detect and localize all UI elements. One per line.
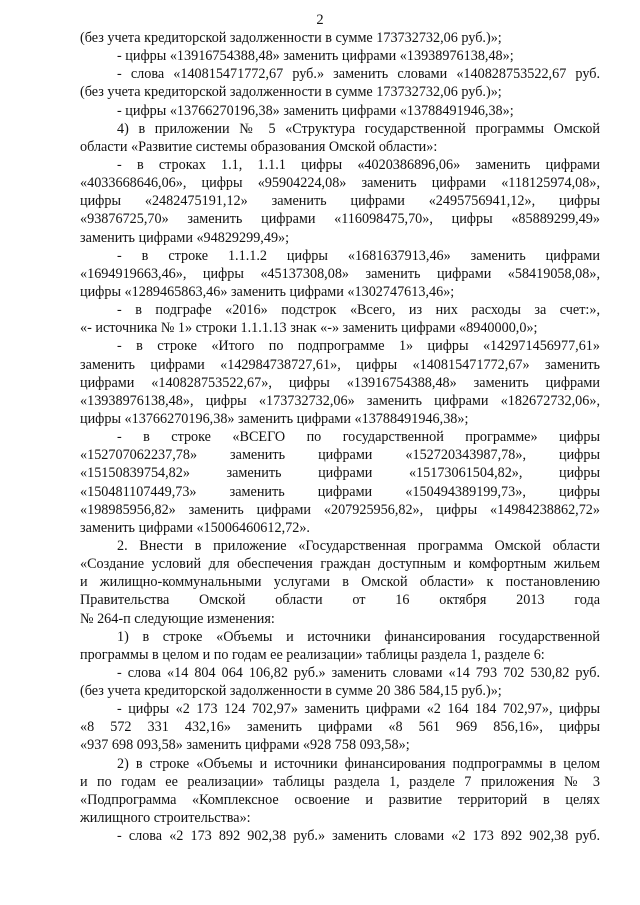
document-body (80, 29, 600, 845)
text-line: - слова «2 173 892 902,38 руб.» заменить словами «2 173 892 902,38 руб. (117, 828, 600, 845)
text-line: «15150839754,82» заменить цифрами «15173061504,82», цифры (80, 465, 600, 482)
text-line: области «Развитие системы образования Омской области»: (80, 138, 438, 155)
text-line: - в строке «ВСЕГО по государственной программе» цифры (117, 429, 600, 446)
text-line: - слова «14 804 064 106,82 руб.» заменить словами «14 793 702 530,82 руб. (117, 664, 600, 681)
text-line: «- источника № 1» строки 1.1.1.13 знак «-» заменить цифрами «8940000,0»; (80, 320, 538, 337)
text-line: - цифры «13766270196,38» заменить цифрами «13788491946,38»; (117, 102, 514, 119)
text-line: «8 572 331 432,16» заменить цифрами «8 561 969 856,16», цифры (80, 719, 600, 736)
text-line: «13938976138,48», цифры «173732732,06» заменить цифрами «182672732,06», (80, 392, 600, 409)
text-line: № 264-п следующие изменения: (80, 610, 275, 627)
text-line: (без учета кредиторской задолженности в сумме 20 386 584,15 руб.)»; (80, 683, 502, 700)
text-line: - цифры «2 173 124 702,97» заменить цифрами «2 164 184 702,97», цифры (117, 701, 600, 718)
text-line: Правительства Омской области от 16 октября 2013 года (80, 592, 600, 609)
text-line: «1694919663,46», цифры «45137308,08» заменить цифрами «58419058,08», (80, 265, 600, 282)
text-line: 2) в строке «Объемы и источники финансирования подпрограммы в целом (117, 755, 600, 772)
text-line: - в подграфе «2016» подстрок «Всего, из них расходы за счет:», (117, 302, 600, 319)
text-line: 4) в приложении № 5 «Структура государственной программы Омской (117, 120, 600, 137)
text-line: программы в целом и по годам ее реализации» таблицы раздела 1, разделе 6: (80, 646, 545, 663)
text-line: - в строке 1.1.1.2 цифры «1681637913,46» заменить цифрами (117, 247, 600, 264)
text-line: - в строке «Итого по подпрограмме 1» цифры «142971456977,61» (117, 338, 600, 355)
text-line: заменить цифрами «94829299,49»; (80, 229, 290, 246)
text-line: (без учета кредиторской задолженности в сумме 173732732,06 руб.)»; (80, 84, 502, 101)
text-line: «Создание условий для обеспечения граждан доступным и комфортным жильем (80, 556, 600, 573)
text-line: «152707062237,78» заменить цифрами «152720343987,78», цифры (80, 447, 600, 464)
text-line: «Подпрограмма «Комплексное освоение и развитие территорий в целях (80, 791, 600, 808)
text-line: цифры «13766270196,38» заменить цифрами «13788491946,38»; (80, 410, 469, 427)
text-line: заменить цифрами «15006460612,72». (80, 519, 310, 536)
text-line: 2. Внести в приложение «Государственная программа Омской области (117, 537, 600, 554)
text-line: заменить цифрами «142984738727,61», цифры «140815471772,67» заменить (80, 356, 600, 373)
text-line: «4033668646,06», цифры «95904224,08» заменить цифрами «118125974,08», (80, 175, 600, 192)
text-line: цифрами «140828753522,67», цифры «13916754388,48» заменить цифрами (80, 374, 600, 391)
text-line: «937 698 093,58» заменить цифрами «928 758 093,58»; (80, 737, 410, 754)
text-line: жилищного строительства»: (80, 810, 251, 827)
text-line: «93876725,70» заменить цифрами «116098475,70», цифры «85889299,49» (80, 211, 600, 228)
text-line: - слова «140815471772,67 руб.» заменить словами «140828753522,67 руб. (117, 66, 600, 83)
text-line: цифры «2482475191,12» заменить цифрами «2495756941,12», цифры (80, 193, 600, 210)
text-line: «150481107449,73» заменить цифрами «150494389199,73», цифры (80, 483, 600, 500)
text-line: цифры «1289465863,46» заменить цифрами «1302747613,46»; (80, 283, 455, 300)
text-line: 1) в строке «Объемы и источники финансирования государственной (117, 628, 600, 645)
page-number: 2 (316, 12, 324, 28)
text-line: и жилищно-коммунальными услугами в Омской области» к постановлению (80, 574, 600, 591)
text-line: «198985956,82» заменить цифрами «207925956,82», цифры «14984238862,72» (80, 501, 600, 518)
text-line: - в строках 1.1, 1.1.1 цифры «4020386896,06» заменить цифрами (117, 156, 600, 173)
text-line: и по годам ее реализации» таблицы раздела 1, разделе 7 приложения № 3 (80, 773, 600, 790)
text-line: (без учета кредиторской задолженности в сумме 173732732,06 руб.)»; (80, 30, 502, 46)
text-line: - цифры «13916754388,48» заменить цифрами «13938976138,48»; (117, 48, 514, 65)
